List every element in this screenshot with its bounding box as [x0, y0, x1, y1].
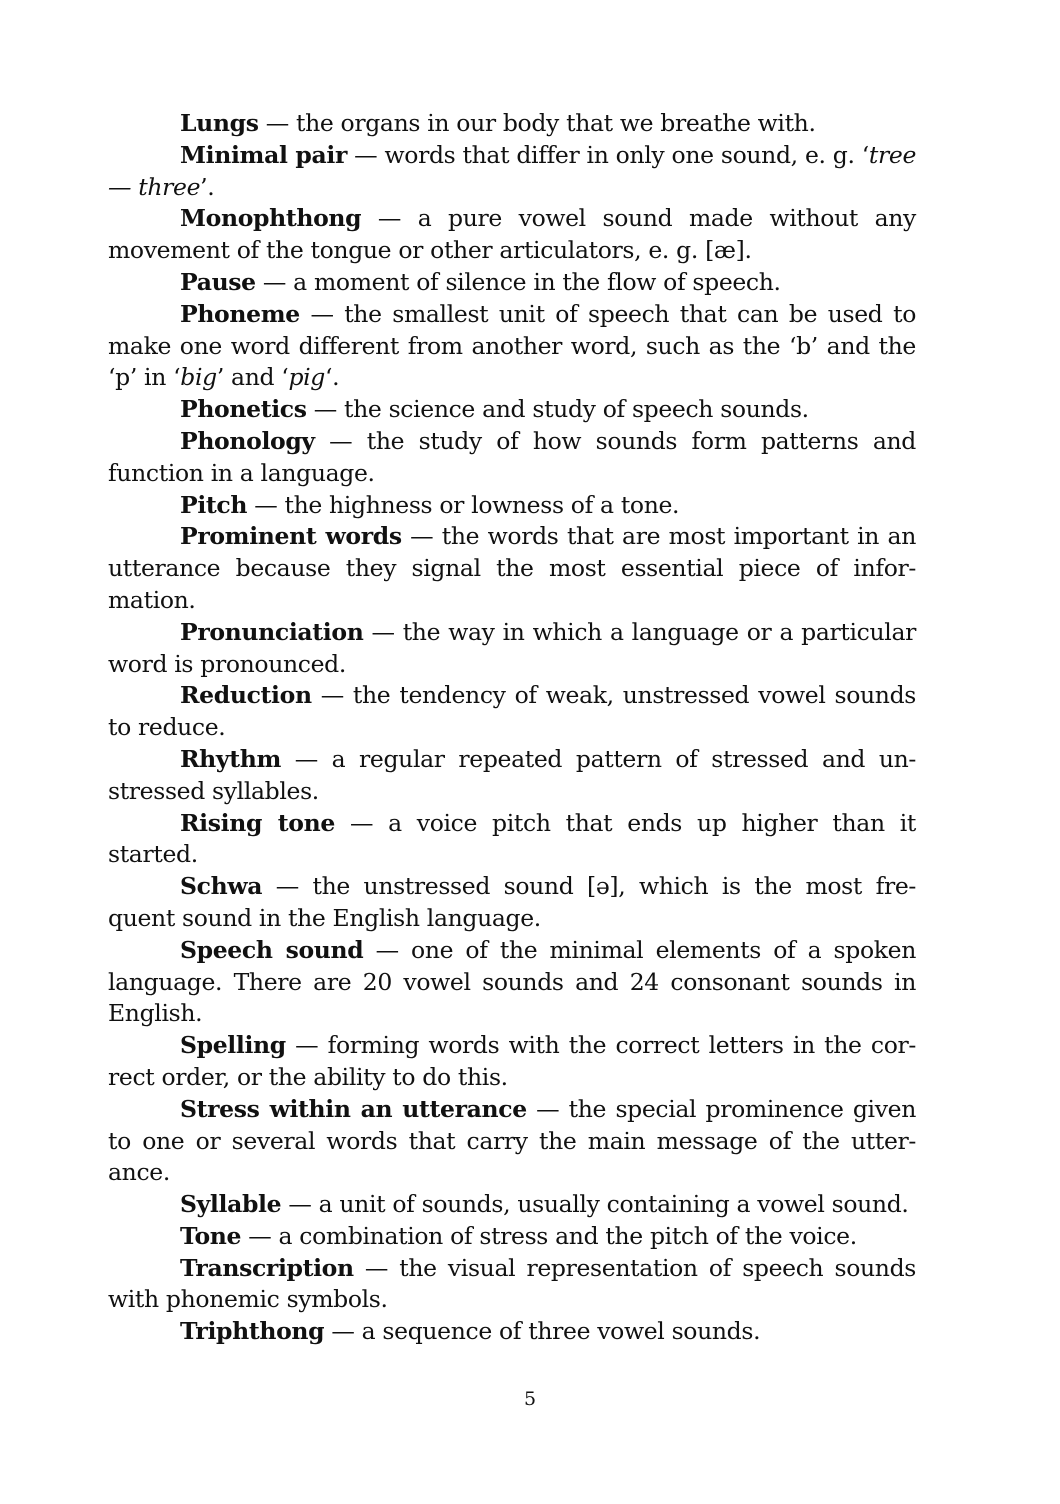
glossary-entry — [108, 871, 916, 935]
glossary-term: Reduction — [180, 681, 312, 710]
glossary-entry — [108, 935, 916, 1030]
glossary-definition: — the organs in our body that we breathe with. — [258, 109, 816, 137]
glossary-term: Pause — [180, 267, 256, 296]
glossary-entry — [108, 1189, 916, 1221]
glossary-list — [108, 108, 916, 1348]
glossary-definition: — the words that are most important in an utterance because they signal the most essential piece of infor-mation. — [108, 522, 916, 614]
example-word: tree — three — [108, 140, 917, 201]
glossary-definition: — a pure vowel sound made without any movement of the tongue or other articulators, e. g. [æ]. — [108, 204, 916, 265]
glossary-definition: — one of the minimal elements of a spoken language. There are 20 vowel sounds and 24 consonant sounds in English. — [108, 935, 916, 1028]
example-word: pig — [288, 363, 325, 392]
glossary-definition: — forming words with the correct letters in the cor-rect order, or the ability to do this. — [108, 1031, 916, 1091]
glossary-entry — [108, 203, 916, 267]
glossary-term: Spelling — [180, 1031, 286, 1060]
glossary-entry — [108, 1253, 916, 1317]
glossary-term: Transcription — [180, 1253, 354, 1282]
glossary-definition: — the visual representation of speech sounds with phonemic symbols. — [108, 1253, 916, 1314]
glossary-term: Speech sound — [180, 935, 364, 964]
glossary-entry — [108, 808, 916, 872]
glossary-term: Rhythm — [180, 744, 281, 773]
glossary-term: Schwa — [180, 872, 263, 901]
glossary-definition: — the highness or lowness of a tone. — [247, 490, 680, 519]
glossary-definition: — a sequence of three vowel sounds. — [324, 1317, 761, 1346]
glossary-definition: — words that differ in only one sound, e. g. ‘ — [347, 140, 869, 169]
glossary-entry — [108, 426, 916, 490]
glossary-term: Pitch — [180, 490, 248, 519]
glossary-term: Minimal pair — [180, 140, 347, 169]
glossary-entry — [108, 299, 916, 394]
glossary-entry — [108, 1030, 916, 1094]
glossary-definition: — the tendency of weak, unstressed vowel sounds to reduce. — [108, 681, 916, 742]
glossary-term: Prominent words — [180, 522, 402, 551]
glossary-entry — [108, 490, 916, 522]
glossary-term: Phonology — [180, 426, 315, 455]
glossary-term: Triphthong — [180, 1317, 325, 1346]
glossary-term: Lungs — [180, 109, 259, 137]
glossary-entry — [108, 680, 916, 744]
glossary-definition: — a voice pitch that ends up higher than it started. — [108, 808, 917, 869]
glossary-entry — [108, 394, 916, 426]
glossary-definition: — a regular repeated pattern of stressed and un-stressed syllables. — [108, 744, 916, 805]
example-word: big — [180, 363, 217, 392]
glossary-definition: ‘. — [325, 363, 340, 392]
glossary-term: Phoneme — [180, 299, 300, 328]
glossary-term: Pronunciation — [180, 617, 364, 646]
glossary-term: Monophthong — [180, 204, 362, 233]
glossary-definition: ’. — [200, 172, 215, 201]
glossary-entry — [108, 1094, 916, 1189]
glossary-term: Stress within an utterance — [180, 1094, 527, 1123]
glossary-entry — [108, 744, 916, 808]
glossary-definition: — a combination of stress and the pitch of the voice. — [241, 1221, 857, 1250]
glossary-term: Phonetics — [180, 395, 307, 424]
glossary-definition: — the unstressed sound [ə], which is the most fre-quent sound in the English language. — [108, 872, 916, 932]
glossary-term: Syllable — [180, 1190, 282, 1219]
glossary-definition: — the special prominence given to one or several words that carry the main message of the utter-ance. — [108, 1094, 916, 1187]
glossary-definition: — the study of how sounds form patterns and function in a language. — [108, 426, 916, 487]
glossary-definition: — the science and study of speech sounds. — [306, 395, 809, 424]
glossary-entry — [108, 521, 916, 616]
glossary-term: Rising tone — [180, 808, 335, 837]
page-number: 5 — [523, 1388, 537, 1410]
glossary-entry — [108, 617, 916, 681]
glossary-definition: — a moment of silence in the flow of speech. — [255, 267, 781, 296]
glossary-entry — [108, 108, 916, 140]
glossary-entry — [108, 1221, 916, 1253]
glossary-definition: ’ and ‘ — [216, 363, 289, 392]
glossary-definition: — the way in which a language or a particular word is pronounced. — [108, 617, 916, 678]
glossary-entry — [108, 1316, 916, 1348]
glossary-definition: — the smallest unit of speech that can be used to make one word different from another word, such as the ‘b’ and the ‘p’ in ‘ — [108, 299, 916, 392]
glossary-entry — [108, 267, 916, 299]
glossary-entry — [108, 140, 916, 204]
glossary-term: Tone — [180, 1221, 242, 1250]
glossary-definition: — a unit of sounds, usually containing a vowel sound. — [281, 1190, 909, 1219]
